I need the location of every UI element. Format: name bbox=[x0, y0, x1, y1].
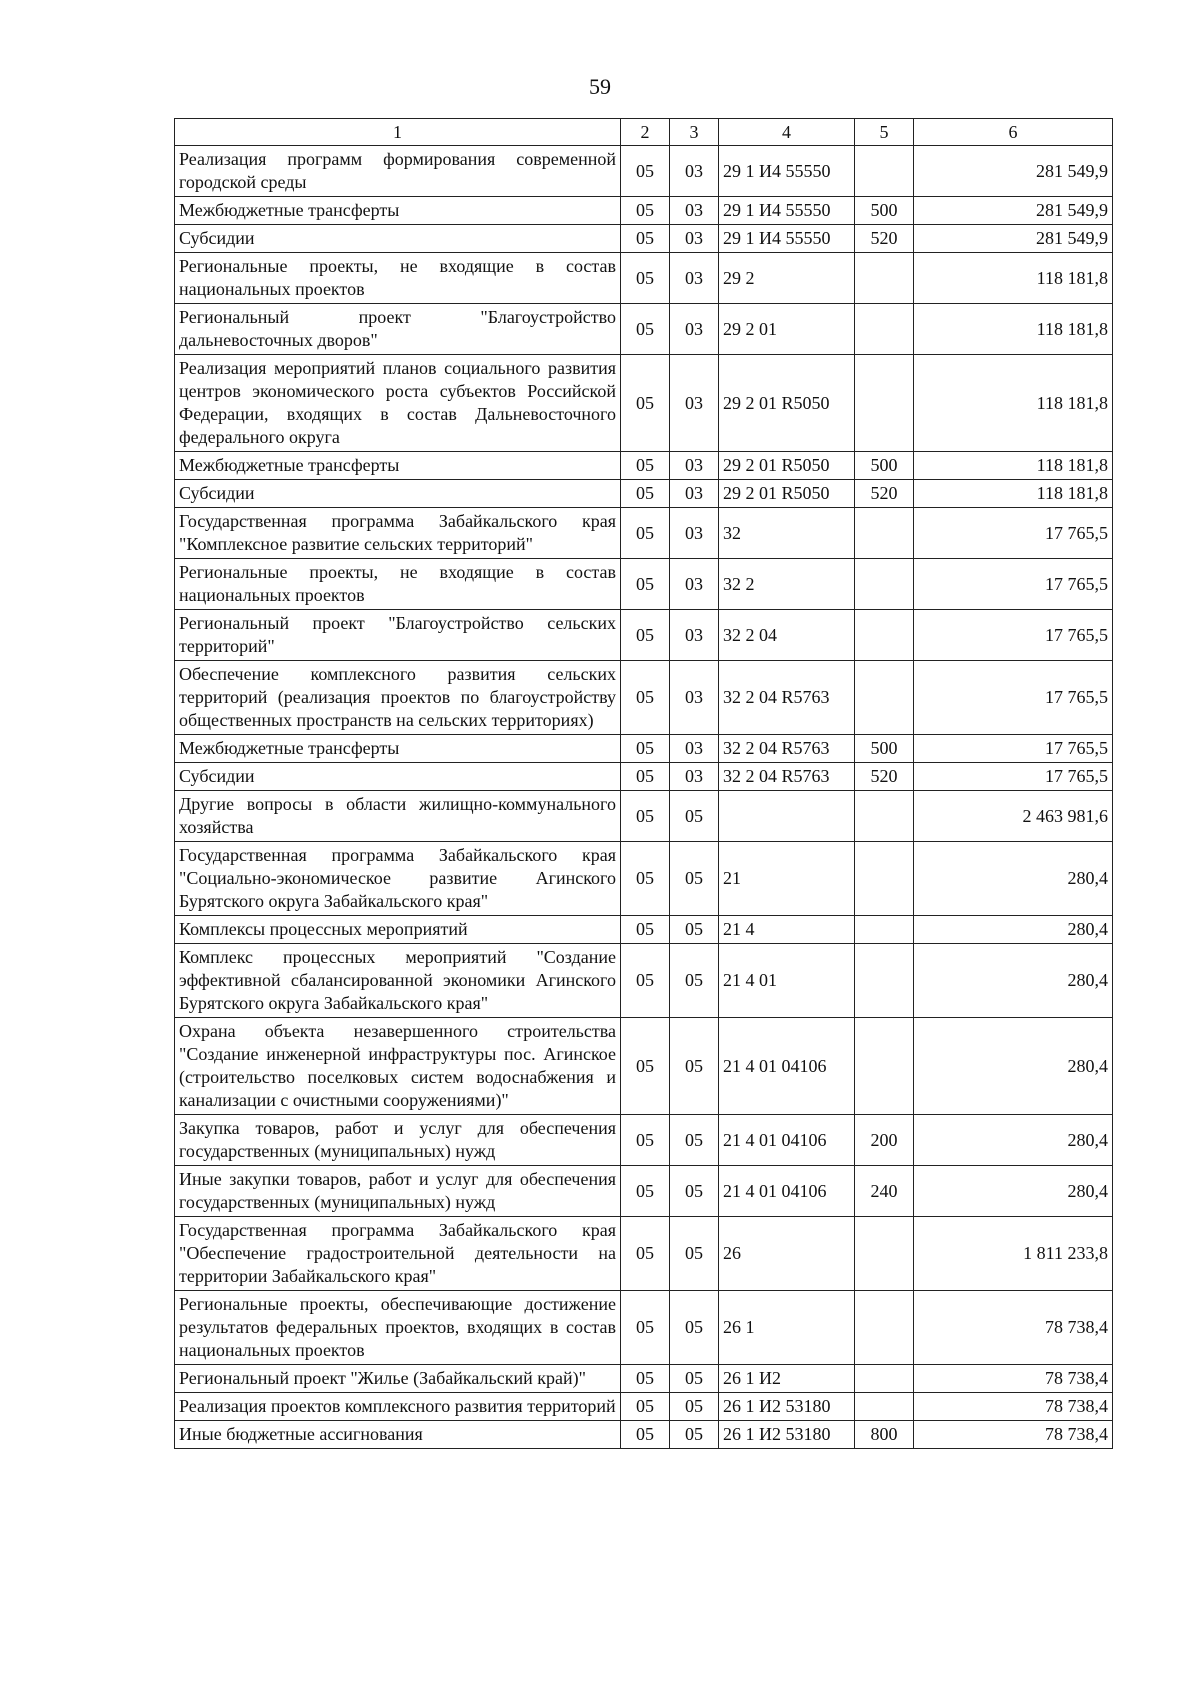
table-row bbox=[175, 304, 1113, 355]
subsection-cell: 05 bbox=[670, 1393, 719, 1421]
target-article-cell: 26 1 И2 bbox=[719, 1365, 855, 1393]
subsection-cell: 03 bbox=[670, 355, 719, 452]
table-row bbox=[175, 791, 1113, 842]
target-article-cell: 21 4 bbox=[719, 916, 855, 944]
target-article-cell: 29 2 01 R5050 bbox=[719, 452, 855, 480]
subsection-cell: 03 bbox=[670, 304, 719, 355]
table-row bbox=[175, 452, 1113, 480]
amount-cell: 78 738,4 bbox=[914, 1365, 1113, 1393]
item-name-cell: Региональный проект "Жилье (Забайкальский край)" bbox=[175, 1365, 621, 1393]
table-row bbox=[175, 1115, 1113, 1166]
item-name-cell: Реализация программ формирования современной городской среды bbox=[175, 146, 621, 197]
target-article-cell: 26 1 bbox=[719, 1291, 855, 1365]
item-name-cell: Охрана объекта незавершенного строительства "Создание инженерной инфраструктуры пос. Агинское (строительство поселковых систем водоснабжения и канализации с очистными сооружениями)" bbox=[175, 1018, 621, 1115]
subsection-cell: 03 bbox=[670, 508, 719, 559]
table-header-row bbox=[175, 119, 1113, 146]
section-cell: 05 bbox=[621, 225, 670, 253]
section-cell: 05 bbox=[621, 1018, 670, 1115]
subsection-cell: 05 bbox=[670, 791, 719, 842]
section-cell: 05 bbox=[621, 842, 670, 916]
section-cell: 05 bbox=[621, 661, 670, 735]
item-name-cell: Региональные проекты, обеспечивающие достижение результатов федеральных проектов, входящих в состав национальных проектов bbox=[175, 1291, 621, 1365]
amount-cell: 118 181,8 bbox=[914, 355, 1113, 452]
expense-type-cell bbox=[855, 791, 914, 842]
section-cell: 05 bbox=[621, 1291, 670, 1365]
column-header: 5 bbox=[855, 119, 914, 146]
target-article-cell: 32 bbox=[719, 508, 855, 559]
section-cell: 05 bbox=[621, 1115, 670, 1166]
target-article-cell: 26 1 И2 53180 bbox=[719, 1421, 855, 1449]
amount-cell: 17 765,5 bbox=[914, 661, 1113, 735]
amount-cell: 280,4 bbox=[914, 916, 1113, 944]
section-cell: 05 bbox=[621, 944, 670, 1018]
target-article-cell: 29 1 И4 55550 bbox=[719, 146, 855, 197]
section-cell: 05 bbox=[621, 197, 670, 225]
expense-type-cell: 200 bbox=[855, 1115, 914, 1166]
expense-type-cell bbox=[855, 1217, 914, 1291]
amount-cell: 17 765,5 bbox=[914, 763, 1113, 791]
expense-type-cell bbox=[855, 1393, 914, 1421]
item-name-cell: Государственная программа Забайкальского края "Обеспечение градостроительной деятельности на территории Забайкальского края" bbox=[175, 1217, 621, 1291]
target-article-cell: 21 bbox=[719, 842, 855, 916]
expense-type-cell bbox=[855, 1365, 914, 1393]
section-cell: 05 bbox=[621, 559, 670, 610]
table-row bbox=[175, 1217, 1113, 1291]
expense-type-cell bbox=[855, 146, 914, 197]
section-cell: 05 bbox=[621, 304, 670, 355]
expense-type-cell bbox=[855, 253, 914, 304]
item-name-cell: Государственная программа Забайкальского края "Комплексное развитие сельских территорий" bbox=[175, 508, 621, 559]
expense-type-cell bbox=[855, 559, 914, 610]
expense-type-cell: 500 bbox=[855, 197, 914, 225]
expense-type-cell: 240 bbox=[855, 1166, 914, 1217]
expense-type-cell: 800 bbox=[855, 1421, 914, 1449]
target-article-cell: 26 bbox=[719, 1217, 855, 1291]
subsection-cell: 05 bbox=[670, 944, 719, 1018]
subsection-cell: 05 bbox=[670, 1217, 719, 1291]
expense-type-cell bbox=[855, 610, 914, 661]
expense-type-cell: 500 bbox=[855, 735, 914, 763]
subsection-cell: 03 bbox=[670, 225, 719, 253]
amount-cell: 280,4 bbox=[914, 1166, 1113, 1217]
item-name-cell: Государственная программа Забайкальского края "Социально-экономическое развитие Агинского Бурятского округа Забайкальского края" bbox=[175, 842, 621, 916]
amount-cell: 78 738,4 bbox=[914, 1291, 1113, 1365]
target-article-cell: 21 4 01 04106 bbox=[719, 1018, 855, 1115]
section-cell: 05 bbox=[621, 480, 670, 508]
item-name-cell: Межбюджетные трансферты bbox=[175, 197, 621, 225]
amount-cell: 118 181,8 bbox=[914, 304, 1113, 355]
target-article-cell: 29 1 И4 55550 bbox=[719, 225, 855, 253]
table-row bbox=[175, 559, 1113, 610]
target-article-cell: 26 1 И2 53180 bbox=[719, 1393, 855, 1421]
amount-cell: 17 765,5 bbox=[914, 610, 1113, 661]
subsection-cell: 05 bbox=[670, 1166, 719, 1217]
item-name-cell: Реализация проектов комплексного развития территорий bbox=[175, 1393, 621, 1421]
subsection-cell: 03 bbox=[670, 146, 719, 197]
subsection-cell: 03 bbox=[670, 661, 719, 735]
expense-type-cell: 500 bbox=[855, 452, 914, 480]
amount-cell: 78 738,4 bbox=[914, 1421, 1113, 1449]
table-row bbox=[175, 735, 1113, 763]
budget-table bbox=[174, 118, 1113, 1449]
subsection-cell: 03 bbox=[670, 559, 719, 610]
item-name-cell: Обеспечение комплексного развития сельских территорий (реализация проектов по благоустройству общественных пространств на сельских территориях) bbox=[175, 661, 621, 735]
amount-cell: 118 181,8 bbox=[914, 253, 1113, 304]
table-row bbox=[175, 1421, 1113, 1449]
column-header: 2 bbox=[621, 119, 670, 146]
column-header: 6 bbox=[914, 119, 1113, 146]
expense-type-cell bbox=[855, 304, 914, 355]
item-name-cell: Региональные проекты, не входящие в состав национальных проектов bbox=[175, 253, 621, 304]
target-article-cell: 29 2 01 bbox=[719, 304, 855, 355]
item-name-cell: Иные закупки товаров, работ и услуг для обеспечения государственных (муниципальных) нужд bbox=[175, 1166, 621, 1217]
subsection-cell: 05 bbox=[670, 1421, 719, 1449]
table-row bbox=[175, 944, 1113, 1018]
table-row bbox=[175, 842, 1113, 916]
section-cell: 05 bbox=[621, 1365, 670, 1393]
item-name-cell: Комплекс процессных мероприятий "Создание эффективной сбалансированной экономики Агинского Бурятского округа Забайкальского края" bbox=[175, 944, 621, 1018]
table-row bbox=[175, 916, 1113, 944]
table-row bbox=[175, 610, 1113, 661]
item-name-cell: Межбюджетные трансферты bbox=[175, 735, 621, 763]
item-name-cell: Реализация мероприятий планов социального развития центров экономического роста субъектов Российской Федерации, входящих в состав Дальневосточного федерального округа bbox=[175, 355, 621, 452]
amount-cell: 280,4 bbox=[914, 1018, 1113, 1115]
section-cell: 05 bbox=[621, 791, 670, 842]
table-row bbox=[175, 763, 1113, 791]
section-cell: 05 bbox=[621, 610, 670, 661]
table-row bbox=[175, 225, 1113, 253]
column-header: 4 bbox=[719, 119, 855, 146]
table-row bbox=[175, 355, 1113, 452]
subsection-cell: 05 bbox=[670, 916, 719, 944]
amount-cell: 280,4 bbox=[914, 944, 1113, 1018]
subsection-cell: 05 bbox=[670, 1018, 719, 1115]
amount-cell: 78 738,4 bbox=[914, 1393, 1113, 1421]
amount-cell: 280,4 bbox=[914, 1115, 1113, 1166]
table-row bbox=[175, 661, 1113, 735]
amount-cell: 1 811 233,8 bbox=[914, 1217, 1113, 1291]
subsection-cell: 03 bbox=[670, 480, 719, 508]
target-article-cell: 29 2 01 R5050 bbox=[719, 355, 855, 452]
amount-cell: 2 463 981,6 bbox=[914, 791, 1113, 842]
section-cell: 05 bbox=[621, 1393, 670, 1421]
table-row bbox=[175, 1018, 1113, 1115]
subsection-cell: 03 bbox=[670, 452, 719, 480]
section-cell: 05 bbox=[621, 146, 670, 197]
item-name-cell: Иные бюджетные ассигнования bbox=[175, 1421, 621, 1449]
item-name-cell: Региональный проект "Благоустройство сельских территорий" bbox=[175, 610, 621, 661]
item-name-cell: Другие вопросы в области жилищно-коммунального хозяйства bbox=[175, 791, 621, 842]
table-row bbox=[175, 197, 1113, 225]
expense-type-cell bbox=[855, 842, 914, 916]
target-article-cell: 32 2 bbox=[719, 559, 855, 610]
table-row bbox=[175, 253, 1113, 304]
amount-cell: 280,4 bbox=[914, 842, 1113, 916]
target-article-cell: 29 1 И4 55550 bbox=[719, 197, 855, 225]
table-row bbox=[175, 508, 1113, 559]
expense-type-cell bbox=[855, 355, 914, 452]
section-cell: 05 bbox=[621, 916, 670, 944]
subsection-cell: 03 bbox=[670, 253, 719, 304]
subsection-cell: 03 bbox=[670, 610, 719, 661]
amount-cell: 118 181,8 bbox=[914, 480, 1113, 508]
expense-type-cell bbox=[855, 1291, 914, 1365]
subsection-cell: 05 bbox=[670, 1291, 719, 1365]
subsection-cell: 03 bbox=[670, 763, 719, 791]
item-name-cell: Закупка товаров, работ и услуг для обеспечения государственных (муниципальных) нужд bbox=[175, 1115, 621, 1166]
table-body bbox=[175, 146, 1113, 1449]
amount-cell: 281 549,9 bbox=[914, 225, 1113, 253]
target-article-cell: 21 4 01 04106 bbox=[719, 1166, 855, 1217]
section-cell: 05 bbox=[621, 508, 670, 559]
item-name-cell: Региональный проект "Благоустройство дальневосточных дворов" bbox=[175, 304, 621, 355]
expense-type-cell bbox=[855, 661, 914, 735]
table-row bbox=[175, 146, 1113, 197]
expense-type-cell: 520 bbox=[855, 763, 914, 791]
subsection-cell: 03 bbox=[670, 735, 719, 763]
expense-type-cell bbox=[855, 508, 914, 559]
table-row bbox=[175, 1365, 1113, 1393]
table-row bbox=[175, 480, 1113, 508]
target-article-cell: 21 4 01 04106 bbox=[719, 1115, 855, 1166]
target-article-cell: 29 2 bbox=[719, 253, 855, 304]
expense-type-cell bbox=[855, 1018, 914, 1115]
section-cell: 05 bbox=[621, 355, 670, 452]
item-name-cell: Региональные проекты, не входящие в состав национальных проектов bbox=[175, 559, 621, 610]
target-article-cell: 32 2 04 bbox=[719, 610, 855, 661]
item-name-cell: Субсидии bbox=[175, 480, 621, 508]
amount-cell: 17 765,5 bbox=[914, 735, 1113, 763]
table-row bbox=[175, 1166, 1113, 1217]
section-cell: 05 bbox=[621, 763, 670, 791]
expense-type-cell: 520 bbox=[855, 225, 914, 253]
column-header: 3 bbox=[670, 119, 719, 146]
section-cell: 05 bbox=[621, 735, 670, 763]
section-cell: 05 bbox=[621, 1421, 670, 1449]
target-article-cell: 32 2 04 R5763 bbox=[719, 661, 855, 735]
item-name-cell: Межбюджетные трансферты bbox=[175, 452, 621, 480]
page-number: 59 bbox=[589, 74, 611, 99]
amount-cell: 17 765,5 bbox=[914, 559, 1113, 610]
subsection-cell: 05 bbox=[670, 1365, 719, 1393]
amount-cell: 118 181,8 bbox=[914, 452, 1113, 480]
section-cell: 05 bbox=[621, 253, 670, 304]
column-header: 1 bbox=[175, 119, 621, 146]
item-name-cell: Субсидии bbox=[175, 225, 621, 253]
expense-type-cell bbox=[855, 944, 914, 1018]
amount-cell: 17 765,5 bbox=[914, 508, 1113, 559]
target-article-cell: 21 4 01 bbox=[719, 944, 855, 1018]
item-name-cell: Комплексы процессных мероприятий bbox=[175, 916, 621, 944]
table-row bbox=[175, 1393, 1113, 1421]
section-cell: 05 bbox=[621, 1217, 670, 1291]
amount-cell: 281 549,9 bbox=[914, 197, 1113, 225]
subsection-cell: 03 bbox=[670, 197, 719, 225]
expense-type-cell: 520 bbox=[855, 480, 914, 508]
target-article-cell: 32 2 04 R5763 bbox=[719, 763, 855, 791]
subsection-cell: 05 bbox=[670, 842, 719, 916]
subsection-cell: 05 bbox=[670, 1115, 719, 1166]
section-cell: 05 bbox=[621, 452, 670, 480]
amount-cell: 281 549,9 bbox=[914, 146, 1113, 197]
section-cell: 05 bbox=[621, 1166, 670, 1217]
target-article-cell bbox=[719, 791, 855, 842]
expense-type-cell bbox=[855, 916, 914, 944]
target-article-cell: 29 2 01 R5050 bbox=[719, 480, 855, 508]
item-name-cell: Субсидии bbox=[175, 763, 621, 791]
target-article-cell: 32 2 04 R5763 bbox=[719, 735, 855, 763]
table-row bbox=[175, 1291, 1113, 1365]
